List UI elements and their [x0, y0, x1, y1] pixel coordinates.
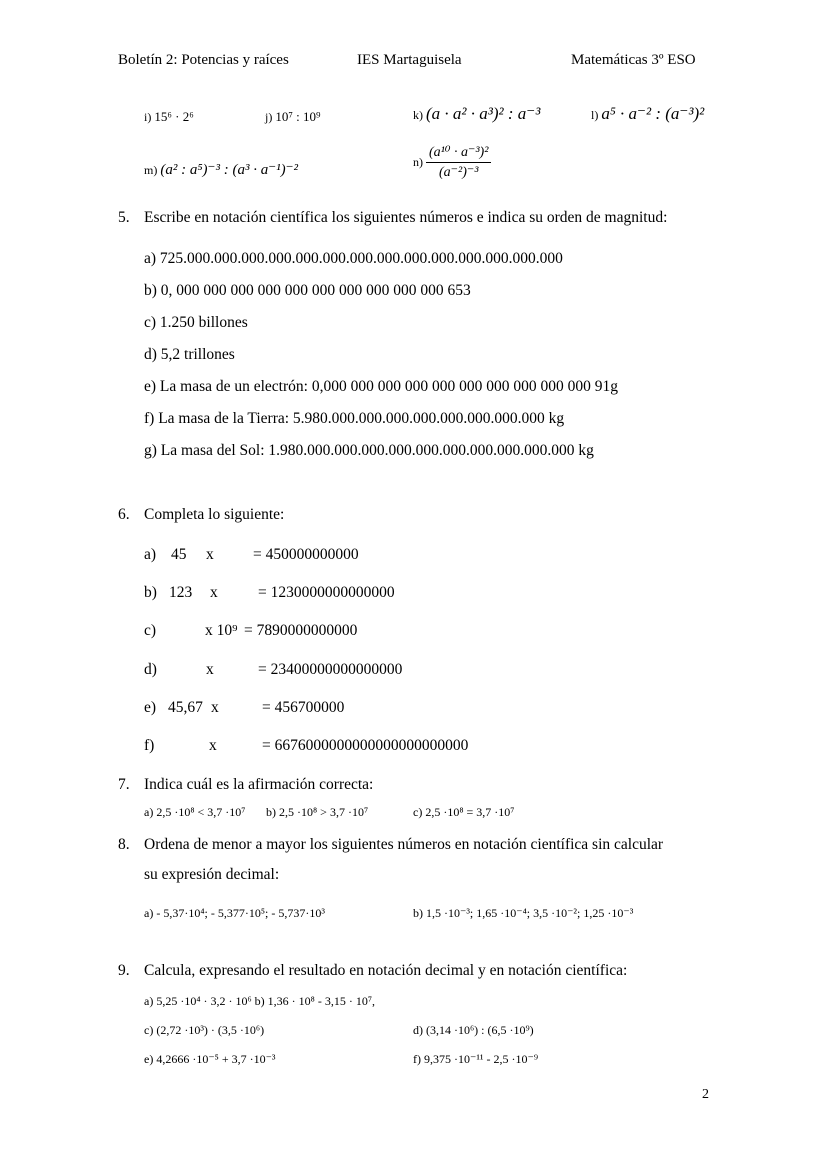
page-number: 2: [702, 1087, 709, 1102]
q4-item-j: j) 10⁷ : 10⁹: [265, 109, 321, 124]
q4-item-k: k) (a · a² · a³)² : a⁻³: [413, 104, 541, 123]
q5-number: 5.: [118, 209, 130, 226]
q4-item-m: m) (a² : a⁵)⁻³ : (a³ · a⁻¹)⁻²: [144, 162, 299, 178]
q8-statement-line1: Ordena de menor a mayor los siguientes números en notación científica sin calcular: [144, 836, 664, 853]
q7-option-a: a) 2,5 ·10⁸ < 3,7 ·10⁷: [144, 805, 246, 819]
q5-item-e: e) La masa de un electrón: 0,000 000 000 000 000 000 000 000 000 000 91g: [144, 378, 618, 395]
q5-item-d: d) 5,2 trillones: [144, 346, 235, 363]
q7-number: 7.: [118, 776, 130, 793]
q9-option-d: d) (3,14 ·10⁶) : (6,5 ·10⁹): [413, 1023, 534, 1037]
q5-item-g: g) La masa del Sol: 1.980.000.000.000.000.000.000.000.000.000.000 kg: [144, 442, 594, 459]
q8-number: 8.: [118, 836, 130, 853]
q4-item-l: l) a⁵ · a⁻² : (a⁻³)²: [591, 104, 705, 123]
q5-item-f: f) La masa de la Tierra: 5.980.000.000.000.000.000.000.000.000 kg: [144, 410, 565, 427]
q9-option-e: e) 4,2666 ·10⁻⁵ + 3,7 ·10⁻³: [144, 1052, 276, 1066]
q5-item-b: b) 0, 000 000 000 000 000 000 000 000 000 000 653: [144, 282, 471, 299]
q8-option-a: a) - 5,37·10⁴; - 5,377·10⁵; - 5,737·10³: [144, 906, 325, 920]
q6-number: 6.: [118, 506, 130, 523]
q5-item-c: c) 1.250 billones: [144, 314, 248, 331]
header-subject: Matemáticas 3º ESO: [571, 52, 696, 68]
q7-option-c: c) 2,5 ·10⁸ = 3,7 ·10⁷: [413, 805, 515, 819]
q8-statement-line2: su expresión decimal:: [144, 866, 280, 883]
q9-option-f: f) 9,375 ·10⁻¹¹ - 2,5 ·10⁻⁹: [413, 1052, 539, 1066]
q4-item-i: i) 15⁶ · 2⁶: [144, 109, 194, 124]
q5-statement: Escribe en notación científica los siguientes números e indica su orden de magnitud:: [144, 209, 668, 226]
q7-option-b: b) 2,5 ·10⁸ > 3,7 ·10⁷: [266, 805, 369, 819]
q9-statement: Calcula, expresando el resultado en notación decimal y en notación científica:: [144, 962, 628, 979]
q9-option-c: c) (2,72 ·10³) · (3,5 ·10⁶): [144, 1023, 265, 1037]
q9-options-ab: a) 5,25 ·10⁴ · 3,2 · 10⁶ b) 1,36 · 10⁸ - 3,15 · 10⁷,: [144, 994, 376, 1008]
q8-option-b: b) 1,5 ·10⁻³; 1,65 ·10⁻⁴; 3,5 ·10⁻²; 1,25 ·10⁻³: [413, 906, 634, 920]
header-title: Boletín 2: Potencias y raíces: [118, 52, 289, 68]
fraction: $\frac{\text{(a¹⁰ · a⁻³)²}}{\text{(a⁻²)⁻³}}$: [426, 144, 491, 181]
q6-statement: Completa lo siguiente:: [144, 506, 285, 523]
q5-item-a: a) 725.000.000.000.000.000.000.000.000.000.000.000.000.000.000: [144, 250, 563, 267]
q9-number: 9.: [118, 962, 130, 979]
header-school: IES Martaguisela: [357, 52, 462, 68]
q7-statement: Indica cuál es la afirmación correcta:: [144, 776, 374, 793]
q4-item-n: n) $\frac{\text{(a¹⁰ · a⁻³)²}}{\text{(a⁻²)⁻³}}$: [413, 144, 491, 181]
